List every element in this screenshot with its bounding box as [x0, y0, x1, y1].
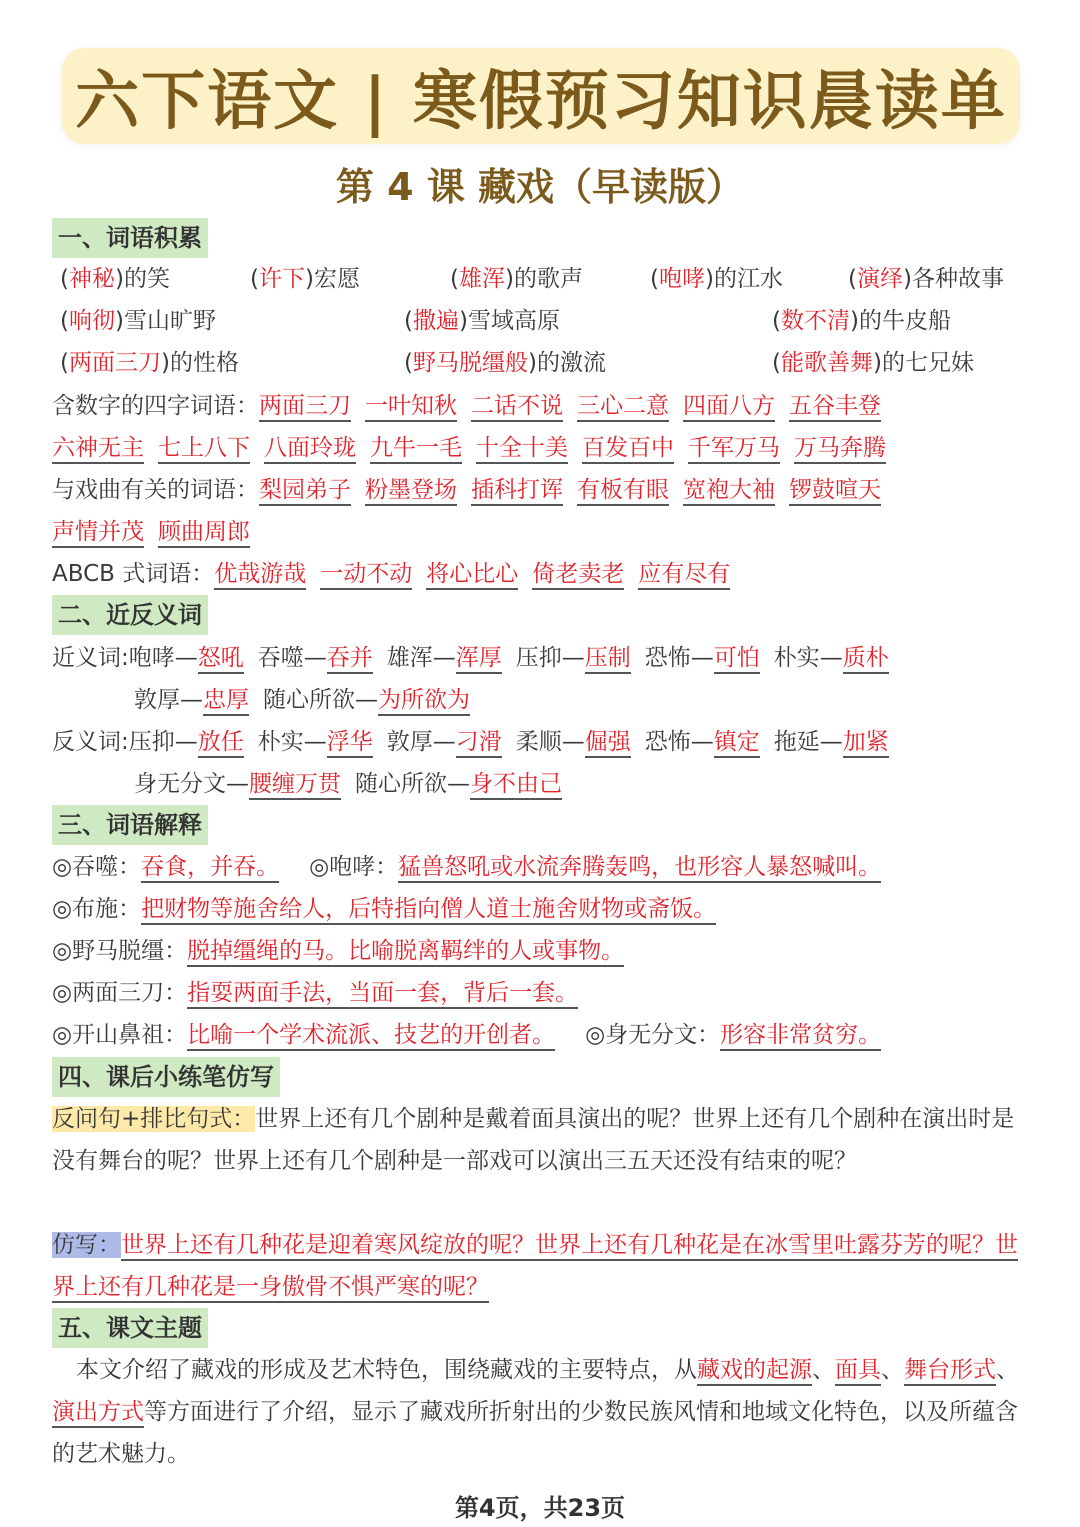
definition-text: 指耍两面手法，当面一套，背后一套。: [187, 980, 578, 1009]
opera-word: 顾曲周郎: [158, 519, 250, 548]
definition-term: ◎开山鼻祖：: [52, 1022, 188, 1048]
definition-term: ◎身无分文：: [585, 1022, 721, 1048]
definition-text: 吞食，并吞。: [141, 854, 279, 883]
vocab-row-3: [52, 343, 1032, 383]
abcb-word: 一动不动: [320, 561, 412, 590]
idiom: 二话不说: [471, 393, 563, 422]
antonym: 腰缠万贯: [249, 771, 341, 800]
abcb-word: 优哉游哉: [214, 561, 306, 590]
idiom: 一叶知秋: [365, 393, 457, 422]
opera-word: 粉墨登场: [365, 477, 457, 506]
practice-imitation-text: 世界上还有几种花是迎着寒风绽放的呢？世界上还有几种花是在冰雪里吐露芬芳的呢？世界上还有几种花是一身傲骨不惧严寒的呢？: [52, 1232, 1018, 1303]
vocab-item: (咆哮)的江水: [650, 266, 783, 292]
idiom: 十全十美: [476, 435, 568, 464]
vocab-item: (神秘)的笑: [60, 266, 170, 292]
page-title: 六下语文 | 寒假预习知识晨读单: [75, 64, 1007, 139]
synonyms-line-2: 敦厚—忠厚 随心所欲—为所欲为: [134, 680, 470, 720]
theme-keyword: 舞台形式: [904, 1357, 996, 1386]
vocab-item: (演绎)各种故事: [848, 266, 1004, 292]
number-idioms-label: 含数字的四字词语：: [52, 393, 259, 419]
definition-text: 比喻一个学术流派、技艺的开创者。: [187, 1022, 555, 1051]
vocab-item: (两面三刀)的性格: [60, 350, 239, 376]
definition-line-5: [52, 1015, 881, 1055]
vocab-item: (许下)宏愿: [250, 266, 360, 292]
vocab-item: (撒遍)雪域高原: [404, 308, 560, 334]
practice-example-text: 世界上还有几个剧种是戴着面具演出的呢？世界上还有几个剧种在演出时是没有舞台的呢？世界上还有几个剧种是一部戏可以演出三五天还没有结束的呢？: [52, 1106, 1015, 1174]
opera-word: 声情并茂: [52, 519, 144, 548]
definition-term: ◎两面三刀：: [52, 980, 188, 1006]
vocab-item: (雄浑)的歌声: [450, 266, 583, 292]
idiom: 九牛一毛: [370, 435, 462, 464]
synonym: 怒吼: [198, 645, 244, 674]
opera-word: 有板有眼: [577, 477, 669, 506]
abcb-word: 应有尽有: [638, 561, 730, 590]
vocab-item: (野马脱缰般)的激流: [404, 350, 606, 376]
definition-line-4: [52, 973, 578, 1013]
abcb-label: ABCB 式词语：: [52, 561, 215, 587]
vocab-row-2: [52, 301, 1032, 341]
idiom: 千军万马: [688, 435, 780, 464]
practice-example-label: 反问句+排比句式：: [52, 1106, 256, 1132]
vocab-item: (响彻)雪山旷野: [60, 308, 216, 334]
antonym: 放任: [198, 729, 244, 758]
title-banner: [62, 48, 1020, 144]
synonym: 压制: [585, 645, 631, 674]
page-number: 第4页，共23页: [454, 1494, 626, 1522]
synonyms-line-1: 近义词:咆哮—怒吼 吞噬—吞并 雄浑—浑厚 压抑—压制 恐怖—可怕 朴实—质朴: [52, 638, 889, 678]
opera-words-label: 与戏曲有关的词语：: [52, 477, 259, 503]
synonym: 可怕: [714, 645, 760, 674]
idiom: 八面玲珑: [264, 435, 356, 464]
practice-example: [52, 1098, 1032, 1182]
practice-imitation: [52, 1224, 1032, 1308]
definition-text: 把财物等施舍给人，后特指向僧人道士施舍财物或斋饭。: [141, 896, 716, 925]
idiom: 万马奔腾: [794, 435, 886, 464]
number-idioms-line-2: [52, 428, 886, 468]
abcb-word: 倚老卖老: [532, 561, 624, 590]
definition-text: 脱掉缰绳的马。比喻脱离羁绊的人或事物。: [187, 938, 624, 967]
idiom: 百发百中: [582, 435, 674, 464]
antonyms-line-1: 反义词:压抑—放任 朴实—浮华 敦厚—刁滑 柔顺—倔强 恐怖—镇定 拖延—加紧: [52, 722, 889, 762]
synonyms-label: 近义词:: [52, 645, 129, 671]
abcb-words-line: [52, 554, 730, 594]
section-practice-heading: 四、课后小练笔仿写: [52, 1057, 280, 1097]
idiom: 三心二意: [577, 393, 669, 422]
theme-keyword: 面具: [835, 1357, 881, 1386]
antonym: 浮华: [327, 729, 373, 758]
definition-line-2: [52, 889, 716, 929]
idiom: 五谷丰登: [789, 393, 881, 422]
number-idioms-line-1: [52, 386, 881, 426]
section-vocab-heading: 一、词语积累: [52, 218, 208, 258]
synonym: 忠厚: [203, 687, 249, 716]
definition-text: 猛兽怒吼或水流奔腾轰鸣，也形容人暴怒喊叫。: [398, 854, 881, 883]
lesson-subtitle: 第 4 课 藏戏（早读版）: [335, 165, 745, 209]
vocab-item: (能歌善舞)的七兄妹: [772, 350, 974, 376]
antonym: 刁滑: [456, 729, 502, 758]
theme-keyword: 演出方式: [52, 1399, 144, 1428]
opera-word: 梨园弟子: [259, 477, 351, 506]
definition-term: ◎野马脱缰：: [52, 938, 188, 964]
definition-line-3: [52, 931, 624, 971]
definition-term: ◎咆哮：: [309, 854, 399, 880]
antonyms-label: 反义词:: [52, 729, 129, 755]
antonyms-line-2: 身无分文—腰缠万贯 随心所欲—身不由己: [134, 764, 562, 804]
vocab-row-1: [52, 259, 1032, 299]
opera-word: 宽袍大袖: [683, 477, 775, 506]
practice-imitation-label: 仿写：: [52, 1232, 121, 1258]
synonym: 为所欲为: [378, 687, 470, 716]
antonym: 加紧: [843, 729, 889, 758]
opera-word: 锣鼓喧天: [789, 477, 881, 506]
vocab-item: (数不清)的牛皮船: [772, 308, 951, 334]
definition-text: 形容非常贫穷。: [720, 1022, 881, 1051]
idiom: 七上八下: [158, 435, 250, 464]
section-synonyms-heading: 二、近反义词: [52, 595, 208, 635]
definition-line-1: [52, 847, 881, 887]
idiom: 两面三刀: [259, 393, 351, 422]
antonym: 身不由己: [470, 771, 562, 800]
synonym: 质朴: [843, 645, 889, 674]
opera-words-line-1: [52, 470, 881, 510]
idiom: 四面八方: [683, 393, 775, 422]
section-definitions-heading: 三、词语解释: [52, 805, 208, 845]
opera-word: 插科打诨: [471, 477, 563, 506]
definition-term: ◎吞噬：: [52, 854, 142, 880]
opera-words-line-2: [52, 512, 250, 552]
abcb-word: 将心比心: [426, 561, 518, 590]
synonym: 吞并: [327, 645, 373, 674]
theme-keyword: 藏戏的起源: [697, 1357, 812, 1386]
section-theme-heading: 五、课文主题: [52, 1308, 208, 1348]
theme-paragraph: 本文介绍了藏戏的形成及艺术特色，围绕藏戏的主要特点，从藏戏的起源、面具、舞台形式、演出方式等方面进行了介绍，显示了藏戏所折射出的少数民族风情和地域文化特色，以及所蕴含的艺术魅力。: [52, 1357, 1019, 1467]
synonym: 浑厚: [456, 645, 502, 674]
idiom: 六神无主: [52, 435, 144, 464]
definition-term: ◎布施：: [52, 896, 142, 922]
antonym: 镇定: [714, 729, 760, 758]
antonym: 倔强: [585, 729, 631, 758]
